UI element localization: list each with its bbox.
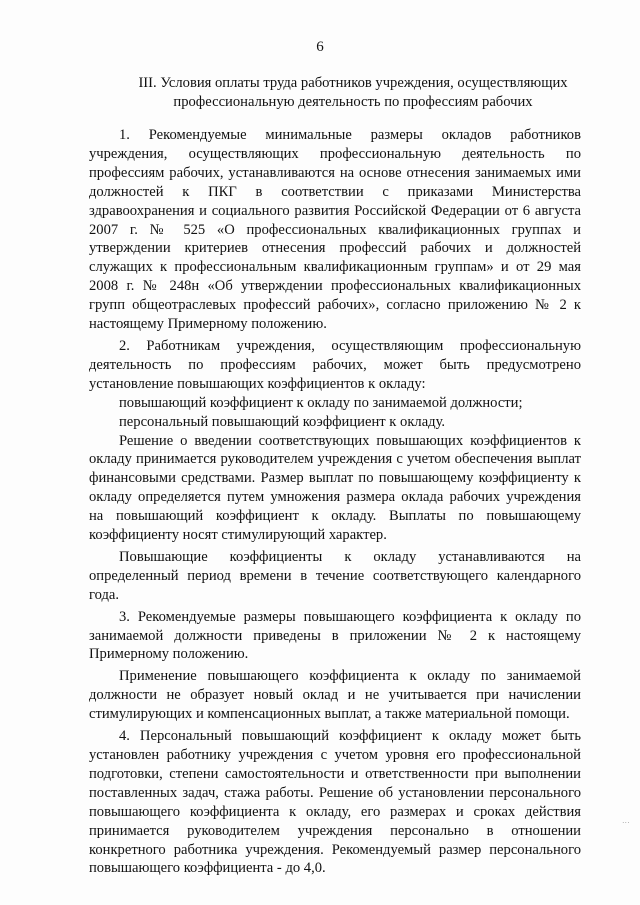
list-item-personal-coefficient: персональный повышающий коэффициент к окладу.	[119, 413, 446, 430]
section-heading	[118, 74, 588, 112]
section-heading-line-1: III. Условия оплаты труда работников учреждения, осуществляющих	[138, 75, 568, 91]
paragraph-application: Применение повышающего коэффициента к окладу по занимаемой должности не образует новый оклад и не учитывается при начислении стимулирующих и компенсационных выплат, а также материальной помощи.	[89, 668, 581, 723]
paragraph-4: 4. Персональный повышающий коэффициент к окладу может быть установлен работнику учреждения с учетом уровня его профессиональной подготовки, степени самостоятельности и ответственности при выполнении поставленных задач, стажа работы. Решение об установлении персонального повышающего коэффициента к окладу, его размерах и сроках действия принимается руководителем учреждения персонально в отношении конкретного работника учреждения. Рекомендуемый размер персонального повышающего коэффициента - до 4,0.	[89, 728, 581, 877]
section-heading-line-2: профессиональную деятельность по профессиям рабочих	[173, 93, 533, 110]
paragraph-decision: Решение о введении соответствующих повышающих коэффициентов к окладу принимается руководителем учреждения с учетом обеспечения выплат финансовыми средствами. Размер выплат по повышающему коэффициенту к окладу определяется путем умножения размера оклада рабочих учреждения на повышающий коэффициент к окладу. Выплаты по повышающему коэффициенту носят стимулирующий характер.	[89, 432, 581, 544]
paragraph-3: 3. Рекомендуемые размеры повышающего коэффициента к окладу по занимаемой должности приведены в приложении № 2 к настоящему Примерному положению.	[89, 608, 581, 663]
page-number: 6	[316, 39, 324, 55]
paragraph-1: 1. Рекомендуемые минимальные размеры окладов работников учреждения, осуществляющих профессиональную деятельность по профессиям рабочих, устанавливаются на основе отнесения занимаемых ими должностей к ПКГ в соответствии с приказами Министерства здравоохранения и социального развития Российской Федерации от 6 августа 2007 г. № 525 «О профессиональных квалификационных группах и утверждении критериев отнесения профессий рабочих и должностей служащих к профессиональным квалификационным группам» и от 29 мая 2008 г. № 248н «Об утверждении профессиональных квалификационных групп общеотраслевых профессий рабочих», согласно приложению № 2 к настоящему Примерному положению.	[89, 127, 581, 333]
paragraph-period: Повышающие коэффициенты к окладу устанавливаются на определенный период времени в течение соответствующего календарного года.	[89, 548, 581, 603]
document-body	[89, 126, 581, 878]
paragraph-2: 2. Работникам учреждения, осуществляющим профессиональную деятельность по профессиям рабочих, может быть предусмотрено установление повышающих коэффициентов к окладу:	[89, 337, 581, 392]
margin-mark: ...	[622, 816, 630, 825]
list-item-position-coefficient: повышающий коэффициент к окладу по занимаемой должности;	[119, 394, 523, 411]
